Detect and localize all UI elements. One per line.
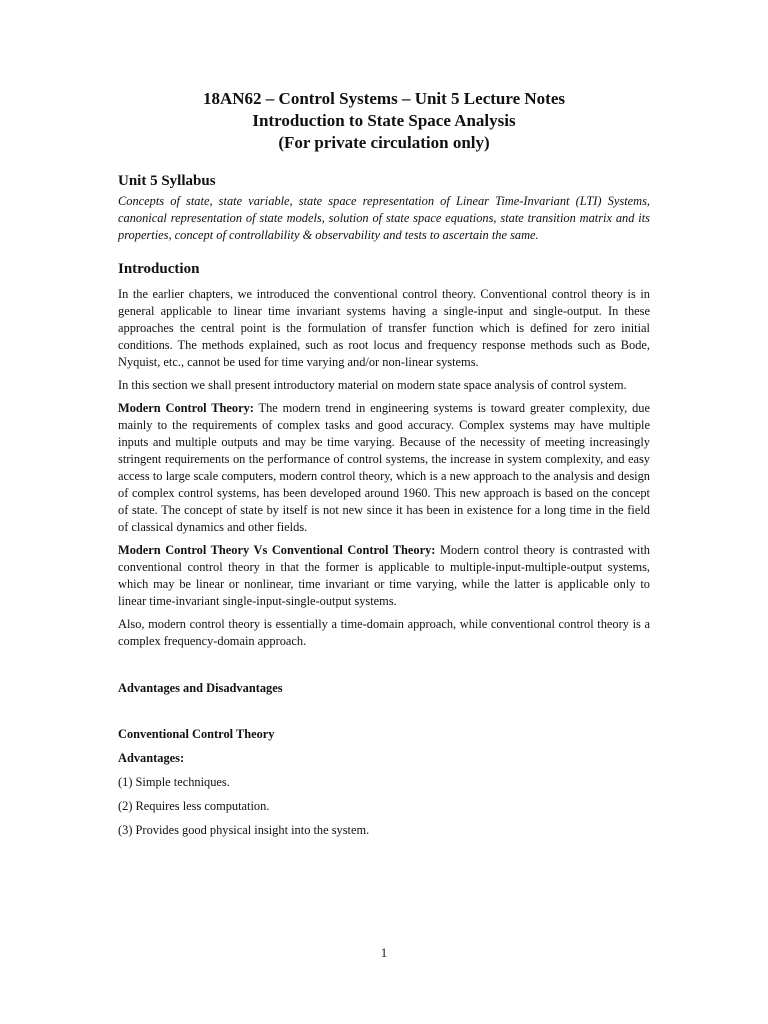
advantages-disadvantages-heading: Advantages and Disadvantages [118, 681, 283, 695]
conventional-control-theory-heading: Conventional Control Theory [118, 727, 275, 741]
list-item: (1) Simple techniques. [118, 775, 230, 789]
modern-control-label: Modern Control Theory: [118, 401, 254, 415]
list-item: (2) Requires less computation. [118, 799, 270, 813]
title-line-topic: Introduction to State Space Analysis [252, 111, 516, 130]
modern-vs-conventional-label: Modern Control Theory Vs Conventional Control Theory: [118, 543, 436, 557]
syllabus-text: Concepts of state, state variable, state space representation of Linear Time-Invariant (LTI) Systems, canonical representation of state models, solution of state space equations, state transition matrix and its properties, concept of controllability & observability and tests to ascertain the same. [118, 194, 650, 242]
syllabus-heading: Unit 5 Syllabus [118, 173, 216, 189]
time-domain-paragraph: Also, modern control theory is essentially a time-domain approach, while conventional control theory is a complex frequency-domain approach. [118, 617, 650, 648]
modern-vs-conventional-paragraph [118, 542, 650, 610]
document-title [118, 88, 650, 154]
modern-control-text: The modern trend in engineering systems is toward greater complexity, due mainly to the requirements of complex tasks and good accuracy. Complex systems may have multiple inputs and multiple outputs and may be time varying. Because of the necessity of meeting increasingly stringent requirements on the performance of control systems, the increase in system complexity, and easy access to large scale computers, modern control theory, which is a new approach to the analysis and design of complex control systems, has been developed around 1960. This new approach is based on the concept of state. The concept of state by itself is not new since it has been in existence for a long time in the field of classical dynamics and other fields. [118, 401, 650, 534]
title-line-course: 18AN62 – Control Systems – Unit 5 Lecture Notes [202, 89, 565, 108]
intro-paragraph-2: In this section we shall present introductory material on modern state space analysis of control system. [118, 378, 627, 392]
title-line-circulation: (For private circulation only) [278, 133, 490, 152]
intro-paragraph-1: In the earlier chapters, we introduced the conventional control theory. Conventional control theory is in general applicable to linear time invariant systems having a single-input and single-output. In these approaches the central point is the formulation of transfer function which is defined for zero initial conditions. The methods explained, such as root locus and frequency response methods such as Bode, Nyquist, etc., cannot be used for time varying and/or non-linear systems. [118, 287, 650, 369]
page-number: 1 [380, 946, 388, 960]
modern-control-paragraph [118, 400, 650, 536]
advantages-label: Advantages: [118, 751, 185, 765]
introduction-heading: Introduction [118, 261, 200, 277]
list-item: (3) Provides good physical insight into the system. [118, 823, 370, 837]
modern-vs-conventional-text: Modern control theory is contrasted with conventional control theory in that the former is applicable to multiple-input-multiple-output systems, which may be linear or nonlinear, time invariant or time varying, while the latter is applicable only to linear time-invariant single-input-single-output systems. [118, 543, 651, 608]
